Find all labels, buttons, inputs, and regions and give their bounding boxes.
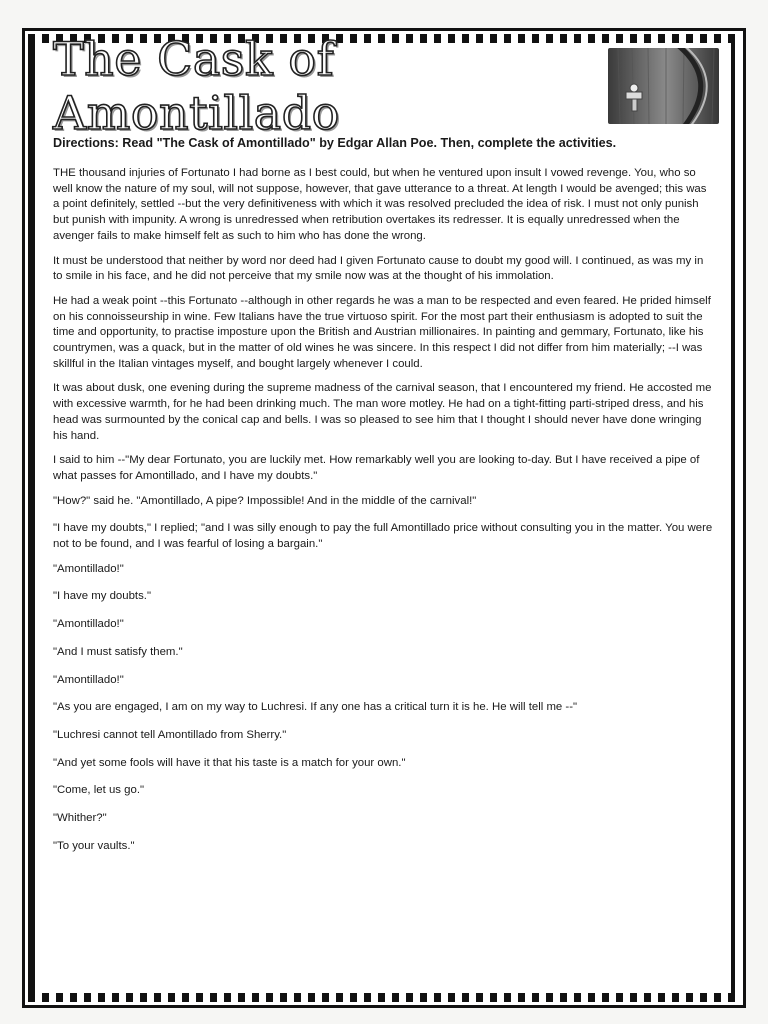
paragraph: "And I must satisfy them." (53, 645, 183, 658)
barrel-image (608, 48, 719, 124)
paragraph: "Luchresi cannot tell Amontillado from Sherry." (53, 728, 287, 741)
paragraph: "I have my doubts," I replied; "and I was silly enough to pay the full Amontillado price without consulting you in the matter. You were not to be found, and I was fearful of losing a bargain." (53, 522, 713, 551)
paragraph: "Whither?" (53, 812, 107, 825)
paragraph: "Amontillado!" (53, 673, 124, 686)
directions-text: Read "The Cask of Amontillado" by Edgar Allan Poe. Then, complete the activities. (122, 136, 617, 150)
paragraph: "And yet some fools will have it that his taste is a match for your own." (53, 756, 406, 769)
story-passage (53, 166, 715, 855)
page-title: The Cask of Amontillado (53, 32, 340, 140)
paragraph: "As you are engaged, I am on my way to Luchresi. If any one has a critical turn it is he. He will tell me --" (53, 701, 578, 714)
paragraph: "Come, let us go." (53, 784, 145, 797)
paragraph: I said to him --"My dear Fortunato, you are luckily met. How remarkably well you are looking to-day. But I have received a pipe of what passes for Amontillado, and I have my doubts." (53, 454, 700, 482)
paragraph: He had a weak point --this Fortunato --although in other regards he was a man to be respected and even feared. He prided himself on his connoisseurship in wine. Few Italians have the true virtuoso spirit. For the most part their enthusiasm is adopted to suit the time and opportunity, to practise imposture upon the British and Austrian millionaires. In painting and gemmary, Fortunato, like his countrymen, was a quack, but in the matter of old wines he was sincere. In this respect I did not differ from him materially; --I was skillful in the Italian vintages myself, and bought largely whenever I could. (53, 294, 711, 370)
paragraph: "How?" said he. "Amontillado, A pipe? Impossible! And in the middle of the carnival!" (53, 494, 477, 507)
paragraph: It must be understood that neither by word nor deed had I given Fortunato cause to doubt my good will. I continued, as was my in to smile in his face, and he did not perceive that my smile now was at the thought of his immolation. (53, 254, 704, 283)
directions (53, 135, 715, 152)
paragraph: "To your vaults." (53, 839, 135, 852)
page-border (22, 28, 746, 1008)
paragraph: "I have my doubts." (53, 590, 151, 603)
header (53, 32, 715, 140)
directions-label: Directions: (53, 136, 119, 150)
barrel-icon (608, 48, 719, 124)
page-content (53, 32, 715, 989)
paragraph: "Amontillado!" (53, 562, 124, 575)
paragraph: It was about dusk, one evening during the supreme madness of the carnival season, that I encountered my friend. He accosted me with excessive warmth, for he had been drinking much. The man wore motley. He had on a tight-fitting parti-striped dress, and his head was surmounted by the conical cap and bells. I was so pleased to see him that I thought I should never have done wringing his hand. (53, 382, 712, 442)
paragraph: "Amontillado!" (53, 618, 124, 631)
paragraph: THE thousand injuries of Fortunato I had borne as I best could, but when he ventured upon insult I vowed revenge. You, who so well know the nature of my soul, will not suppose, however, that gave utterance to a threat. At length I would be avenged; this was a point definitely, settled --but the very definitiveness with which it was resolved precluded the idea of risk. I must not only punish but punish with impunity. A wrong is unredressed when retribution overtakes its redresser. It is equally unredressed when the avenger fails to make himself felt as such to him who has done the wrong. (53, 167, 707, 242)
